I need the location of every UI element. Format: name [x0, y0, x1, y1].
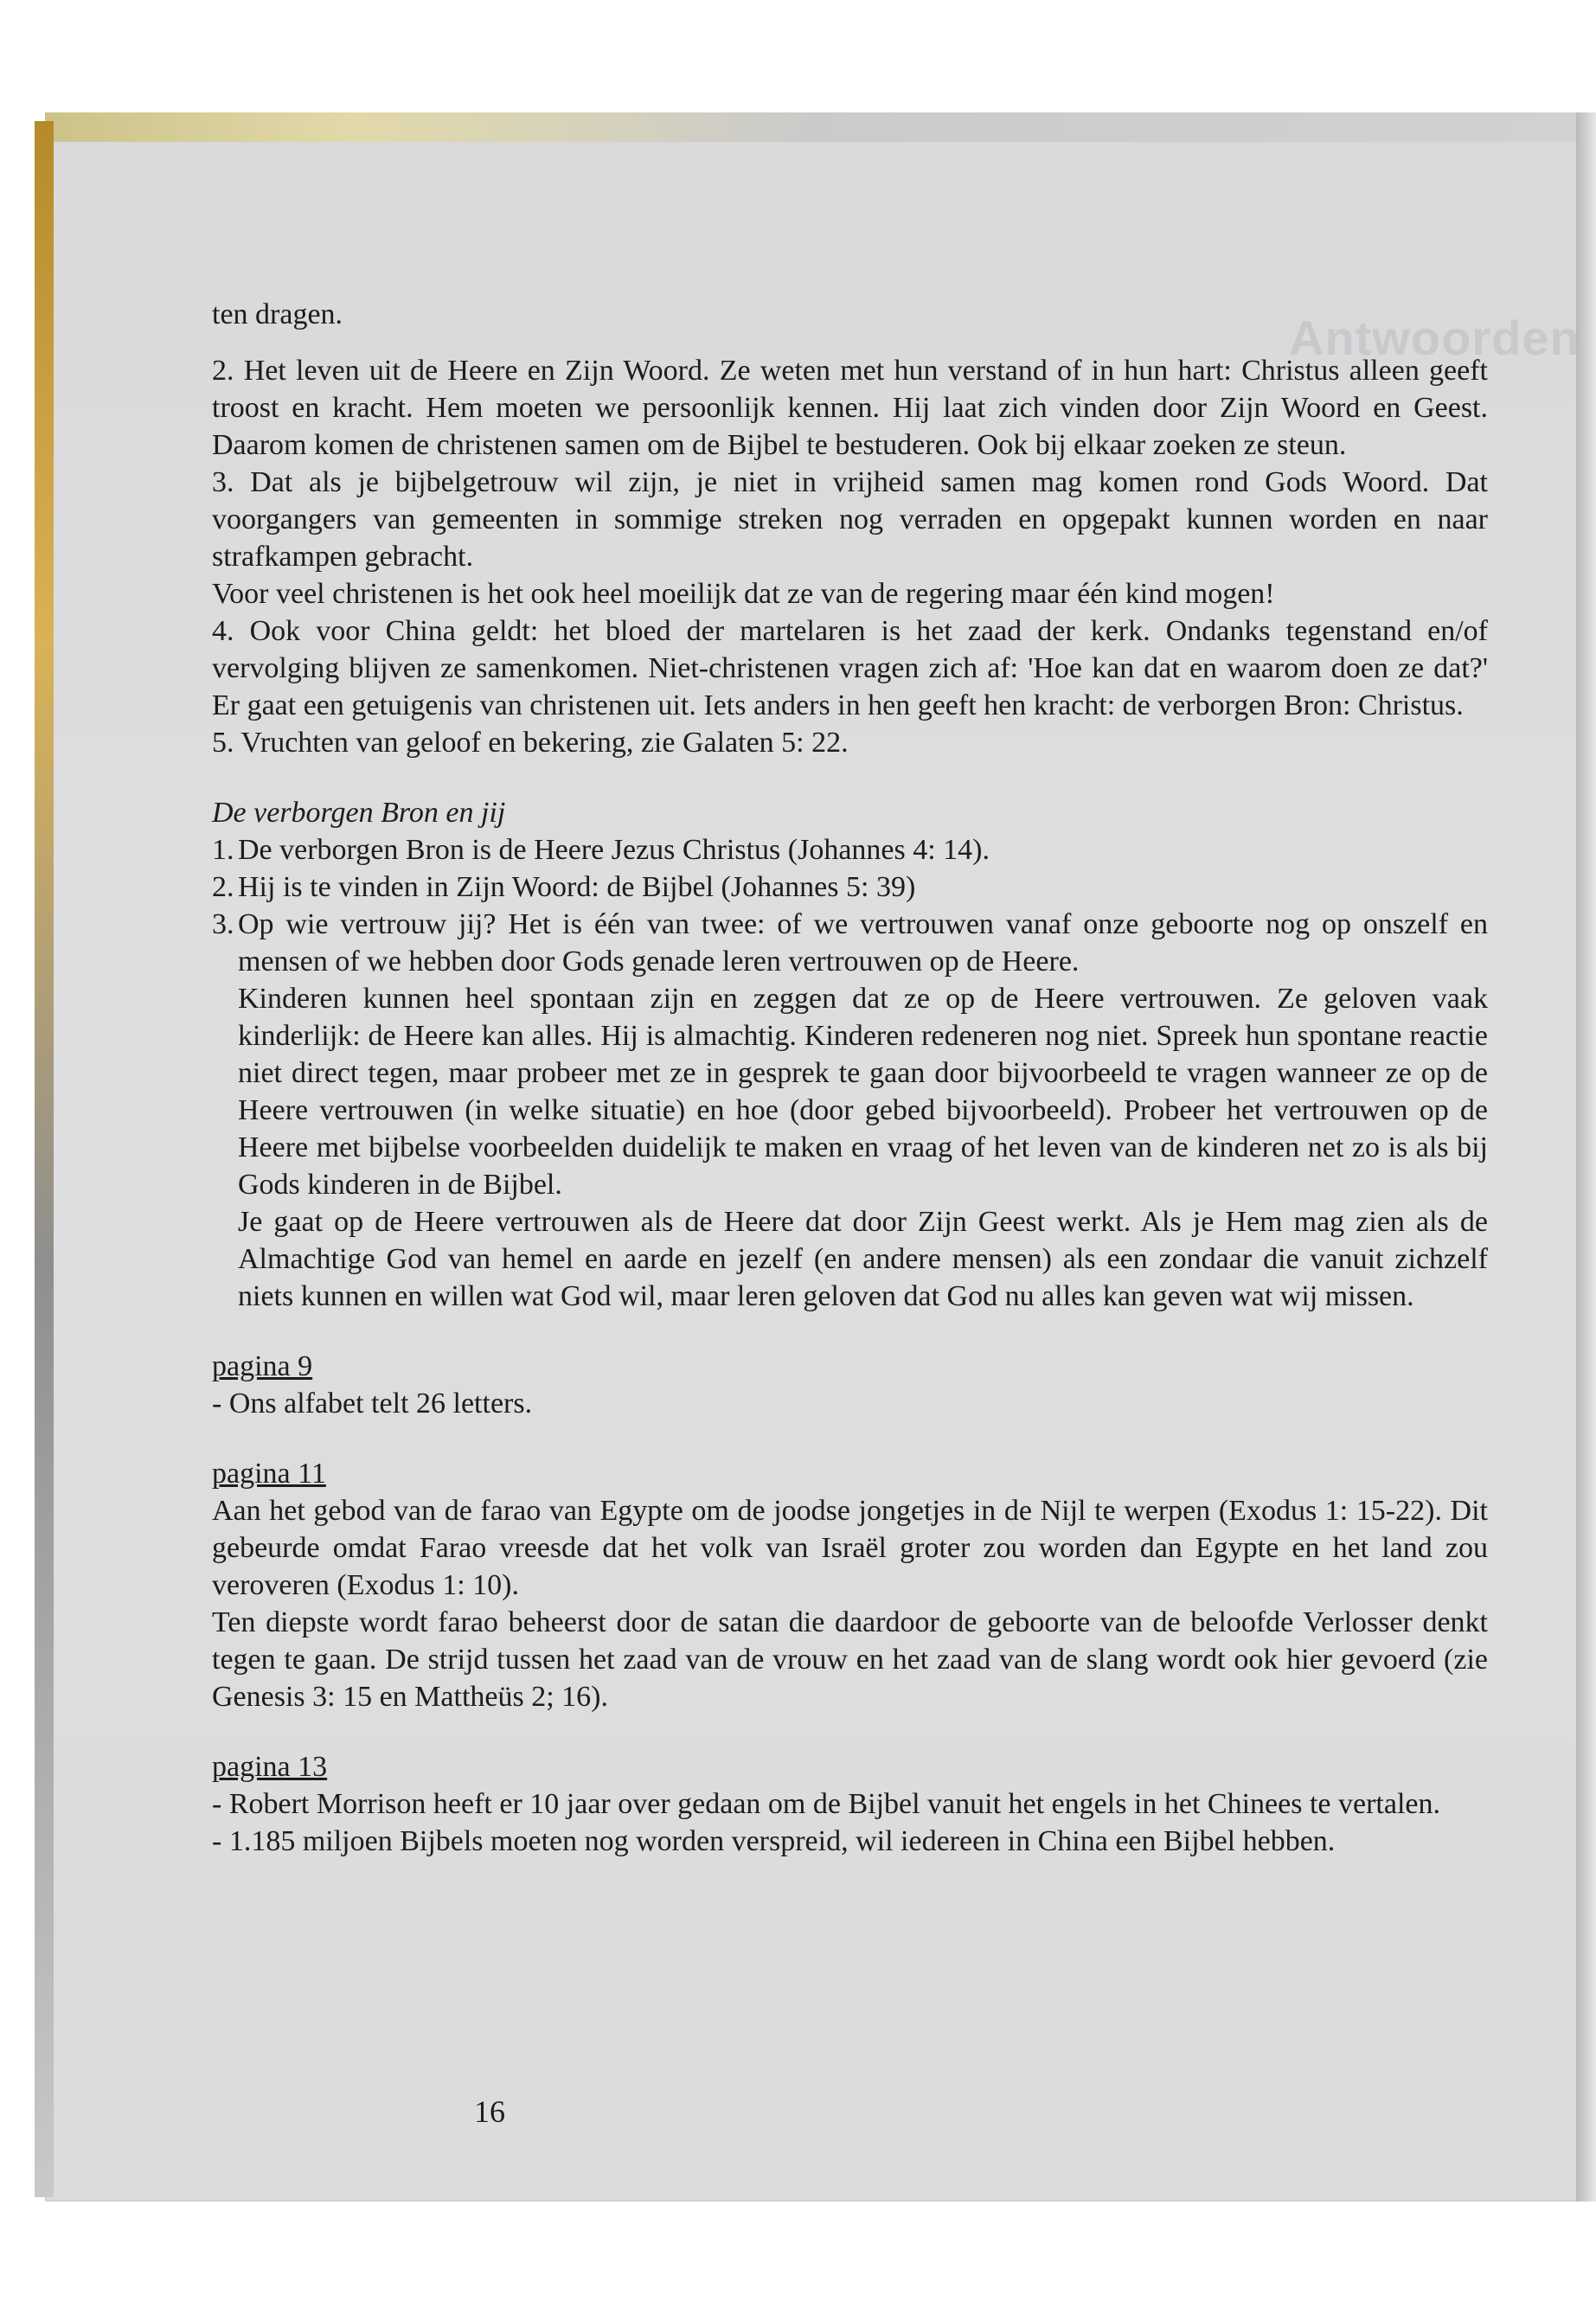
answer-3: 3. Dat als je bijbelgetrouw wil zijn, je niet in vrijheid samen mag komen rond Gods Woord. Dat voorgangers van gemeenten in sommige streken nog verraden en opgepakt kunnen worden en naar strafkampen gebracht.	[212, 466, 1488, 573]
section-heading-pagina-13: pagina 13	[212, 1751, 328, 1783]
list-text: De verborgen Bron is de Heere Jezus Christus (Johannes 4: 14).	[238, 834, 990, 866]
answer-4: 4. Ook voor China geldt: het bloed der martelaren is het zaad der kerk. Ondanks tegenstand en/of vervolging blijven ze samenkomen. Niet-christenen vragen zich af: 'Hoe kan dat en waarom doen ze dat?' Er gaat een getuigenis van christenen uit. Iets anders in hen geeft hen kracht: de verborgen Bron: Christus.	[212, 615, 1488, 721]
paragraph-continuation: ten dragen.	[212, 298, 343, 330]
pagina-9-line: - Ons alfabet telt 26 letters.	[212, 1388, 533, 1420]
watermark-title: Antwoorden	[1289, 311, 1580, 365]
list-item-continuation	[212, 980, 1488, 1203]
pagina-13-line: - Robert Morrison heeft er 10 jaar over gedaan om de Bijbel vanuit het engels in het Chinees te vertalen.	[212, 1788, 1440, 1820]
list-item	[212, 831, 1488, 868]
list-item	[212, 868, 1488, 906]
pagina-13-line: - 1.185 miljoen Bijbels moeten nog worden verspreid, wil iedereen in China een Bijbel hebben.	[212, 1825, 1336, 1857]
list-number: 3.	[212, 908, 234, 940]
scan-left-edge	[35, 121, 54, 2197]
pagina-11-line: Aan het gebod van de farao van Egypte om de joodse jongetjes in de Nijl te werpen (Exodus 1: 15-22). Dit gebeurde omdat Farao vreesde dat het volk van Israël groter zou worden dan Egypte en het land zou veroveren (Exodus 1: 10).	[212, 1495, 1488, 1601]
list-text: Kinderen kunnen heel spontaan zijn en zeggen dat ze op de Heere vertrouwen. Ze geloven vaak kinderlijk: de Heere kan alles. Hij is almachtig. Kinderen redeneren nog niet. Spreek hun spontane reactie niet direct tegen, maar probeer met ze in gesprek te gaan door bijvoorbeeld te vragen wanneer ze op de Heere vertrouwen (in welke situatie) en hoe (door gebed bijvoorbeeld). Probeer het vertrouwen op de Heere met bijbelse voorbeelden duidelijk te maken en vraag of het leven van de kinderen net zo is als bij Gods kinderen in de Bijbel.	[238, 983, 1488, 1201]
page-number: 16	[474, 2094, 505, 2129]
section-heading-bron: De verborgen Bron en jij	[212, 797, 506, 829]
list-text: Je gaat op de Heere vertrouwen als de Heere dat door Zijn Geest werkt. Als je Hem mag zien als de Almachtige God van hemel en aarde en jezelf (en andere mensen) als een zondaar die vanuit zichzelf niets kunnen en willen wat God wil, maar leren geloven dat God nu alles kan geven wat wij missen.	[238, 1206, 1488, 1312]
list-text: Hij is te vinden in Zijn Woord: de Bijbel (Johannes 5: 39)	[238, 871, 916, 903]
list-item	[212, 906, 1488, 980]
list-number: 1.	[212, 834, 234, 866]
scan-right-edge	[1576, 112, 1596, 2202]
answer-5: 5. Vruchten van geloof en bekering, zie Galaten 5: 22.	[212, 727, 849, 759]
section-heading-pagina-11: pagina 11	[212, 1458, 326, 1490]
answer-2: 2. Het leven uit de Heere en Zijn Woord. Ze weten met hun verstand of in hun hart: Christus alleen geeft troost en kracht. Hem moeten we persoonlijk kennen. Hij laat zich vinden door Zijn Woord en Geest. Daarom komen de christenen samen om de Bijbel te bestuderen. Ook bij elkaar zoeken ze steun.	[212, 355, 1488, 461]
list-number: 2.	[212, 871, 234, 903]
section-heading-pagina-9: pagina 9	[212, 1350, 313, 1382]
list-text: Op wie vertrouw jij? Het is één van twee: of we vertrouwen vanaf onze geboorte nog op onszelf en mensen of we hebben door Gods genade leren vertrouwen op de Heere.	[238, 908, 1488, 977]
scan-top-edge	[45, 112, 1580, 142]
list-item-continuation	[212, 1203, 1488, 1315]
pagina-11-line: Ten diepste wordt farao beheerst door de satan die daardoor de geboorte van de beloofde Verlosser denkt tegen te gaan. De strijd tussen het zaad van de vrouw en het zaad van de slang wordt ook hier gevoerd (zie Genesis 3: 15 en Mattheüs 2; 16).	[212, 1606, 1488, 1713]
body-text	[212, 296, 1488, 1860]
answer-3-extra: Voor veel christenen is het ook heel moeilijk dat ze van de regering maar één kind mogen!	[212, 578, 1275, 610]
